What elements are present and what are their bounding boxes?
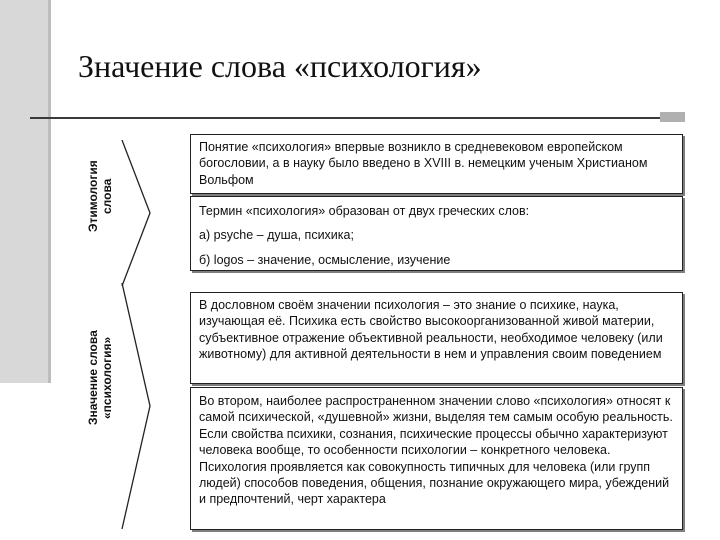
greek-intro-text: Термин «психология» образован от двух греческих слов:: [199, 204, 530, 218]
left-band-edge: [48, 0, 51, 383]
title-underline: [30, 117, 660, 119]
title-underline-accent: [660, 112, 685, 122]
etymology-origin-text: Понятие «психология» впервые возникло в средневековом европейском богословии, а в науку было введено в XVIII в. немецким ученым Христианом Вольфом: [199, 140, 648, 187]
etymology-bracket: [120, 140, 154, 290]
greek-psyche-text: а) psyche – душа, психика;: [199, 228, 354, 243]
meaning-bracket: [120, 283, 154, 531]
greek-logos-text: б) logos – значение, осмысление, изучение: [199, 252, 451, 267]
etymology-box-origin: [190, 134, 683, 194]
meaning-label-line2: «психология»: [100, 336, 114, 419]
meaning-label-line1: Значение слова: [86, 330, 100, 425]
meaning-label: [86, 290, 118, 465]
meaning-box-second: [190, 387, 683, 530]
meaning-second-text: Во втором, наиболее распространенном значении слово «психология» относят к самой психической, «душевной» жизни, выделяя тем самым особую реальность. Если свойства психики, сознания, психические процессы обычно характеризуют человека вообще, то особенности психологии – конкретного человека. Психология проявляется как совокупность типичных для человека (или групп людей) способов поведения, общения, познание окружающего мира, убеждений и предпочтений, черт характера: [199, 394, 673, 507]
meaning-box-literal: [190, 292, 683, 384]
etymology-label-line1: Этимология: [86, 160, 100, 232]
etymology-label-line2: слова: [100, 178, 114, 214]
etymology-label: [86, 140, 118, 252]
etymology-box-greek: [190, 196, 683, 271]
left-decorative-band: [0, 0, 48, 383]
page-title: Значение слова «психология»: [78, 48, 482, 84]
meaning-literal-text: В дословном своём значении психология – это знание о психике, наука, изучающая её. Психика есть свойство высокоорганизованной живой материи, субъективное отражение объективной реальности, необходимое человеку (или животному) для активной деятельности в нем и управления своим поведением: [199, 298, 663, 362]
